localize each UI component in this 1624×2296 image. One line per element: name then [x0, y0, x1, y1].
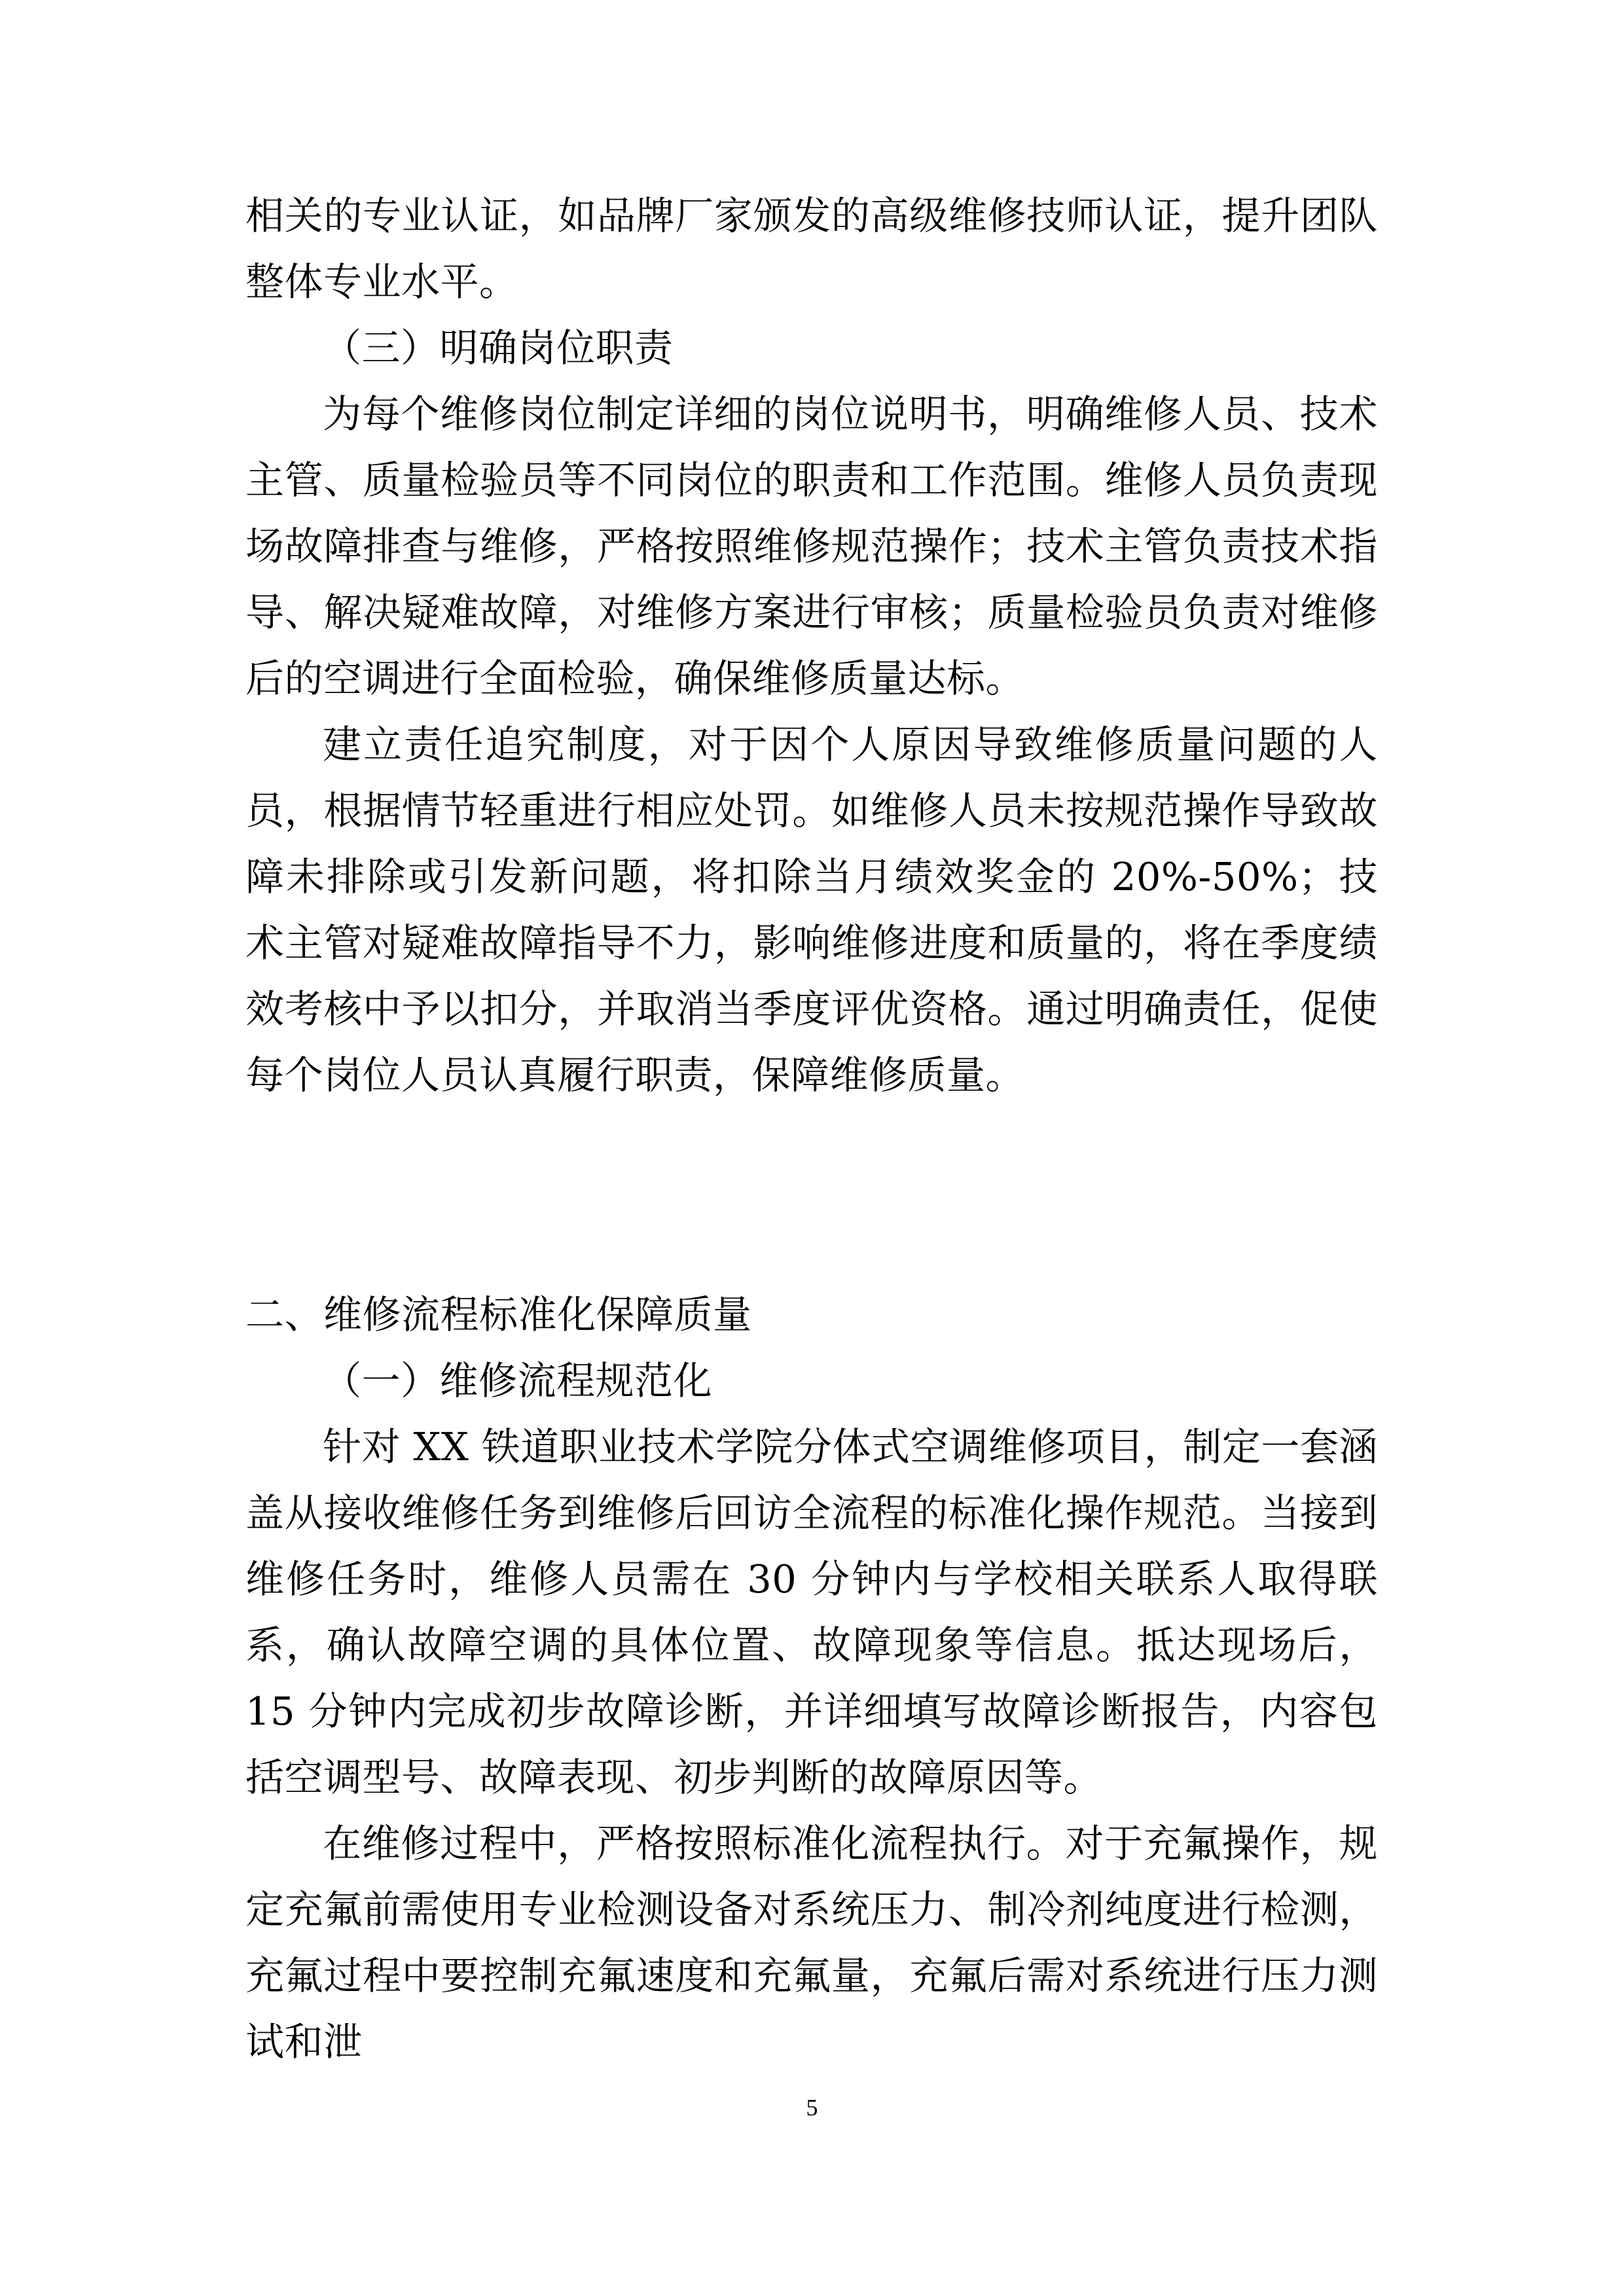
subsection-heading-1: （一）维修流程规范化	[323, 1358, 713, 1403]
text-block-top	[245, 183, 1378, 1108]
paragraph-process-standardization: 针对 XX 铁道职业技术学院分体式空调维修项目，制定一套涵盖从接收维修任务到维修后回访全流程的标准化操作规范。当接到维修任务时，维修人员需在 30 分钟内与学校相关联系人取得联系，确认故障空调的具体位置、故障现象等信息。抵达现场后，15 分钟内完成初步故障诊断，并详细填写故障诊断报告，内容包括空调型号、故障表现、初步判断的故障原因等。	[245, 1424, 1378, 1800]
paragraph-accountability: 建立责任追究制度，对于因个人原因导致维修质量问题的人员，根据情节轻重进行相应处罚。如维修人员未按规范操作导致故障未排除或引发新问题，将扣除当月绩效奖金的 20%-50%；技术主管对疑难故障指导不力，影响维修进度和质量的，将在季度绩效考核中予以扣分，并取消当季度评优资格。通过明确责任，促使每个岗位人员认真履行职责，保障维修质量。	[245, 722, 1378, 1098]
paragraph-refrigerant-procedure: 在维修过程中，严格按照标准化流程执行。对于充氟操作，规定充氟前需使用专业检测设备对系统压力、制冷剂纯度进行检测，充氟过程中要控制充氟速度和充氟量，充氟后需对系统进行压力测试和泄	[245, 1821, 1378, 2064]
text-block-section-2	[245, 1282, 1378, 2075]
paragraph-job-duties: 为每个维修岗位制定详细的岗位说明书，明确维修人员、技术主管、质量检验员等不同岗位的职责和工作范围。维修人员负责现场故障排查与维修，严格按照维修规范操作；技术主管负责技术指导、解决疑难故障，对维修方案进行审核；质量检验员负责对维修后的空调进行全面检验，确保维修质量达标。	[245, 391, 1378, 701]
continued-paragraph: 相关的专业认证，如品牌厂家颁发的高级维修技师认证，提升团队整体专业水平。	[245, 193, 1378, 304]
section-heading-2: 二、维修流程标准化保障质量	[245, 1292, 752, 1337]
page-number: 5	[806, 2094, 818, 2121]
subsection-heading-3: （三）明确岗位职责	[323, 325, 674, 370]
